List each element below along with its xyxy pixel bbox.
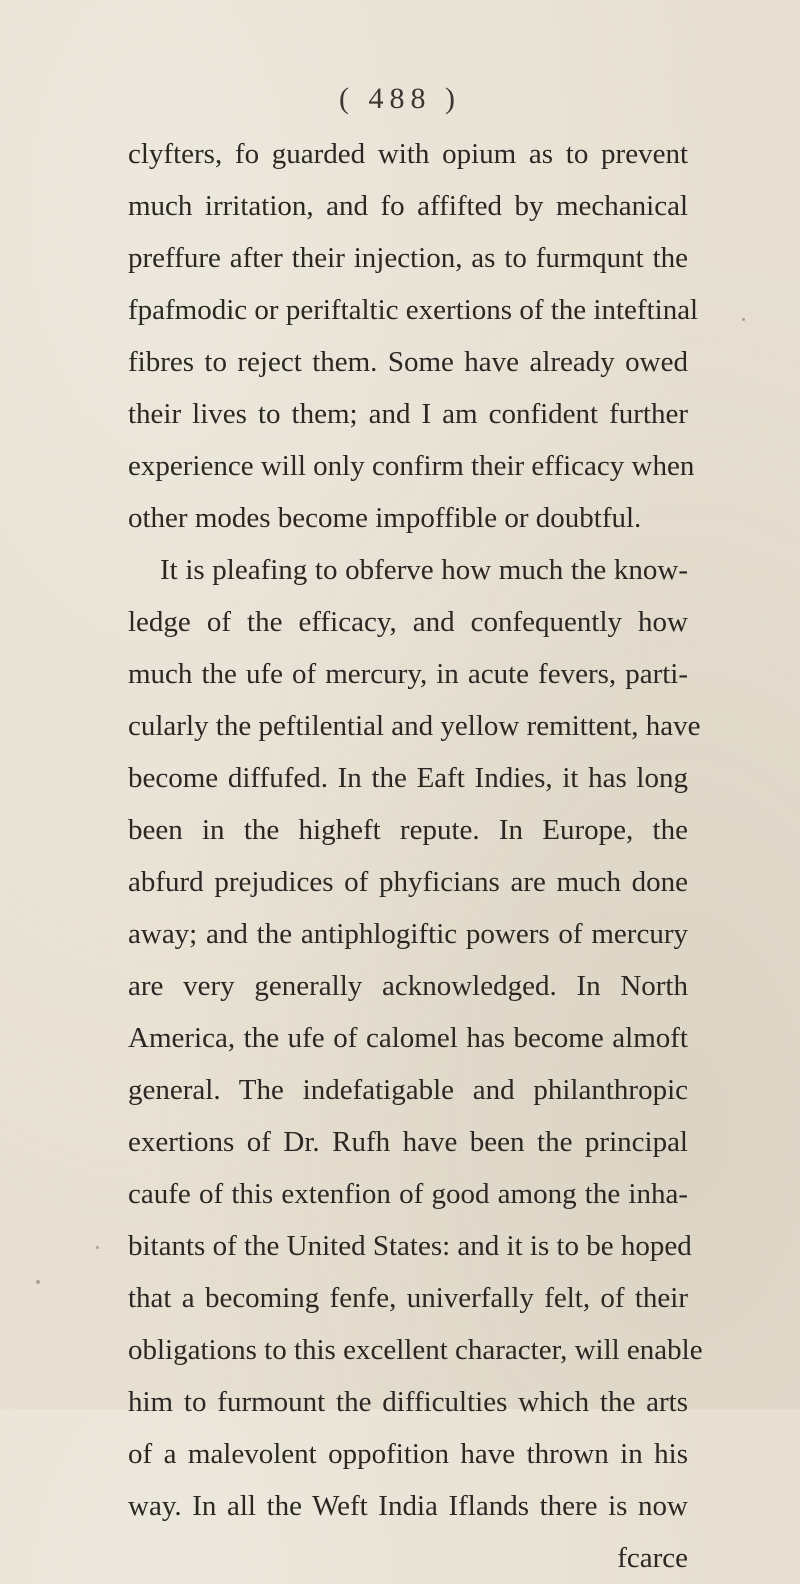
page-number: ( 488 )	[339, 82, 461, 115]
text-line: much irritation, and fo affifted by mechanical	[128, 190, 688, 222]
text-line: caufe of this extenfion of good among the inha-	[128, 1178, 688, 1210]
text-line: obligations to this excellent character, will enable	[128, 1334, 703, 1366]
text-line: experience will only confirm their efficacy when	[128, 450, 695, 482]
text-line: are very generally acknowledged. In North	[128, 970, 688, 1002]
text-line: bitants of the United States: and it is to be hoped	[128, 1230, 692, 1262]
paper-speck	[36, 1280, 40, 1284]
text-line: exertions of Dr. Rufh have been the principal	[128, 1126, 688, 1158]
text-line: way. In all the Weft India Iflands there is now	[128, 1490, 688, 1522]
text-line: of a malevolent oppofition have thrown in his	[128, 1438, 688, 1470]
text-line: ledge of the efficacy, and confequently how	[128, 606, 688, 638]
text-line: cularly the peftilential and yellow remittent, have	[128, 710, 701, 742]
text-line: general. The indefatigable and philanthropic	[128, 1074, 688, 1106]
text-line: been in the higheft repute. In Europe, the	[128, 814, 688, 846]
text-line: abfurd prejudices of phyficians are much done	[128, 866, 688, 898]
text-line: their lives to them; and I am confident further	[128, 398, 688, 430]
catchword: fcarce	[617, 1542, 688, 1574]
text-line: fibres to reject them. Some have already owed	[128, 346, 688, 378]
text-line: him to furmount the difficulties which the arts	[128, 1386, 688, 1418]
text-line: much the ufe of mercury, in acute fevers, parti-	[128, 658, 688, 690]
text-line: preffure after their injection, as to furmqunt the	[128, 242, 688, 274]
text-line: fpafmodic or periftaltic exertions of the inteftinal	[128, 294, 699, 326]
text-line: clyfters, fo guarded with opium as to prevent	[128, 138, 688, 170]
text-line: that a becoming fenfe, univerfally felt, of their	[128, 1282, 688, 1314]
body-text	[128, 128, 703, 1584]
paper-speck	[742, 318, 745, 321]
paragraph-end-line: other modes become impoffible or doubtful.	[128, 502, 642, 534]
text-line: away; and the antiphlogiftic powers of mercury	[128, 918, 688, 950]
paragraph-start-line: It is pleafing to obferve how much the know-	[160, 554, 688, 586]
text-line: become diffufed. In the Eaft Indies, it has long	[128, 762, 688, 794]
paper-speck	[96, 1246, 99, 1249]
text-line: America, the ufe of calomel has become almoft	[128, 1022, 688, 1054]
